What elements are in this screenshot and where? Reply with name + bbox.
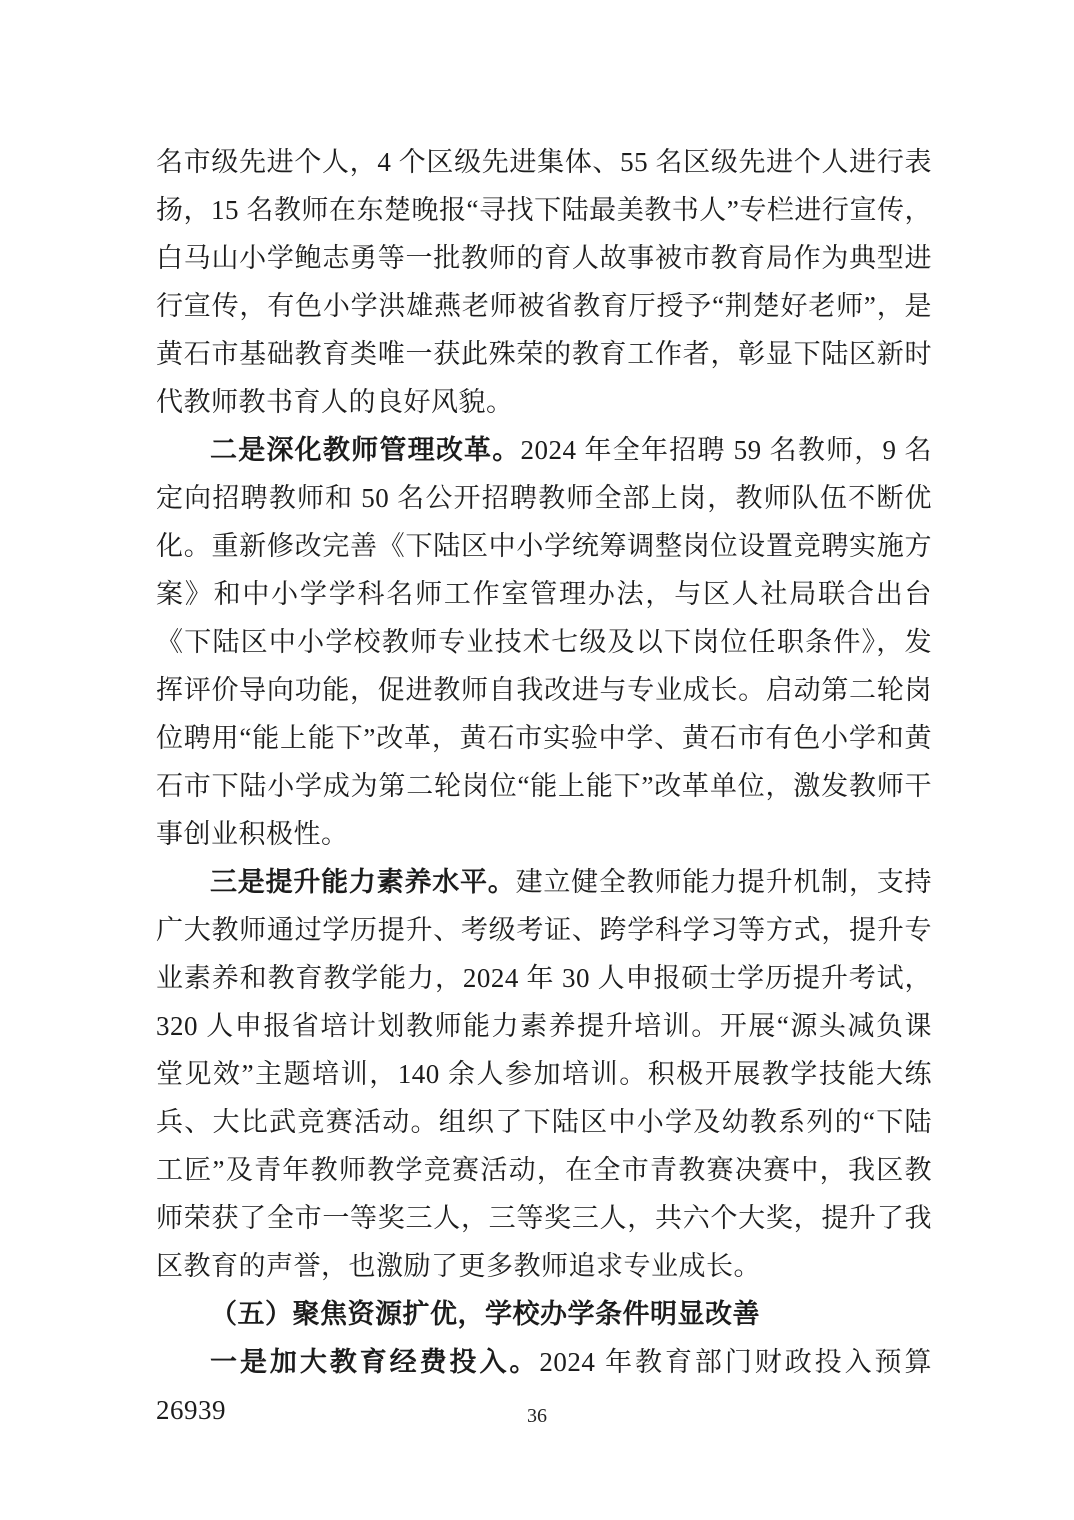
paragraph: 一是加大教育经费投入。2024 年教育部门财政投入预算 26939 bbox=[156, 1347, 932, 1425]
paragraph-lead: 二是深化教师管理改革。 bbox=[210, 435, 521, 465]
paragraph: 三是提升能力素养水平。建立健全教师能力提升机制，支持广大教师通过学历提升、考级考证、跨学科学习等方式，提升专业素养和教育教学能力，2024 年 30 人申报硕士学历提升考试，320 人申报省培计划教师能力素养提升培训。开展“源头减负课堂见效”主题培训，140 余人参加培训。积极开展教学技能大练兵、大比武竞赛活动。组织了下陆区中小学及幼教系列的“下陆工匠”及青年教师教学竞赛活动，在全市青教赛决赛中，我区教师荣获了全市一等奖三人，三等奖三人，共六个大奖，提升了我区教育的声誉，也激励了更多教师追求专业成长。 bbox=[156, 867, 933, 1281]
document-body bbox=[156, 138, 932, 1434]
paragraph: 名市级先进个人，4 个区级先进集体、55 名区级先进个人进行表扬，15 名教师在东楚晚报“寻找下陆最美教书人”专栏进行宣传，白马山小学鲍志勇等一批教师的育人故事被市教育局作为典型进行宣传，有色小学洪雄燕老师被省教育厅授予“荆楚好老师”，是黄石市基础教育类唯一获此殊荣的教育工作者，彰显下陆区新时代教师教书育人的良好风貌。 bbox=[156, 147, 932, 417]
page-number: 36 bbox=[527, 1405, 547, 1427]
page-footer bbox=[0, 1402, 1074, 1430]
paragraph: 二是深化教师管理改革。2024 年全年招聘 59 名教师，9 名定向招聘教师和 50 名公开招聘教师全部上岗，教师队伍不断优化。重新修改完善《下陆区中小学统筹调整岗位设置竞聘实施方案》和中小学学科名师工作室管理办法，与区人社局联合出台《下陆区中小学校教师专业技术七级及以下岗位任职条件》，发挥评价导向功能，促进教师自我改进与专业成长。启动第二轮岗位聘用“能上能下”改革，黄石市实验中学、黄石市有色小学和黄石市下陆小学成为第二轮岗位“能上能下”改革单位，激发教师干事创业积极性。 bbox=[156, 435, 933, 849]
paragraph-lead: 三是提升能力素养水平。 bbox=[210, 867, 516, 897]
paragraph-lead: （五）聚焦资源扩优，学校办学条件明显改善 bbox=[210, 1299, 760, 1329]
section-heading bbox=[156, 1290, 932, 1338]
paragraph-lead: 一是加大教育经费投入。 bbox=[210, 1347, 540, 1377]
